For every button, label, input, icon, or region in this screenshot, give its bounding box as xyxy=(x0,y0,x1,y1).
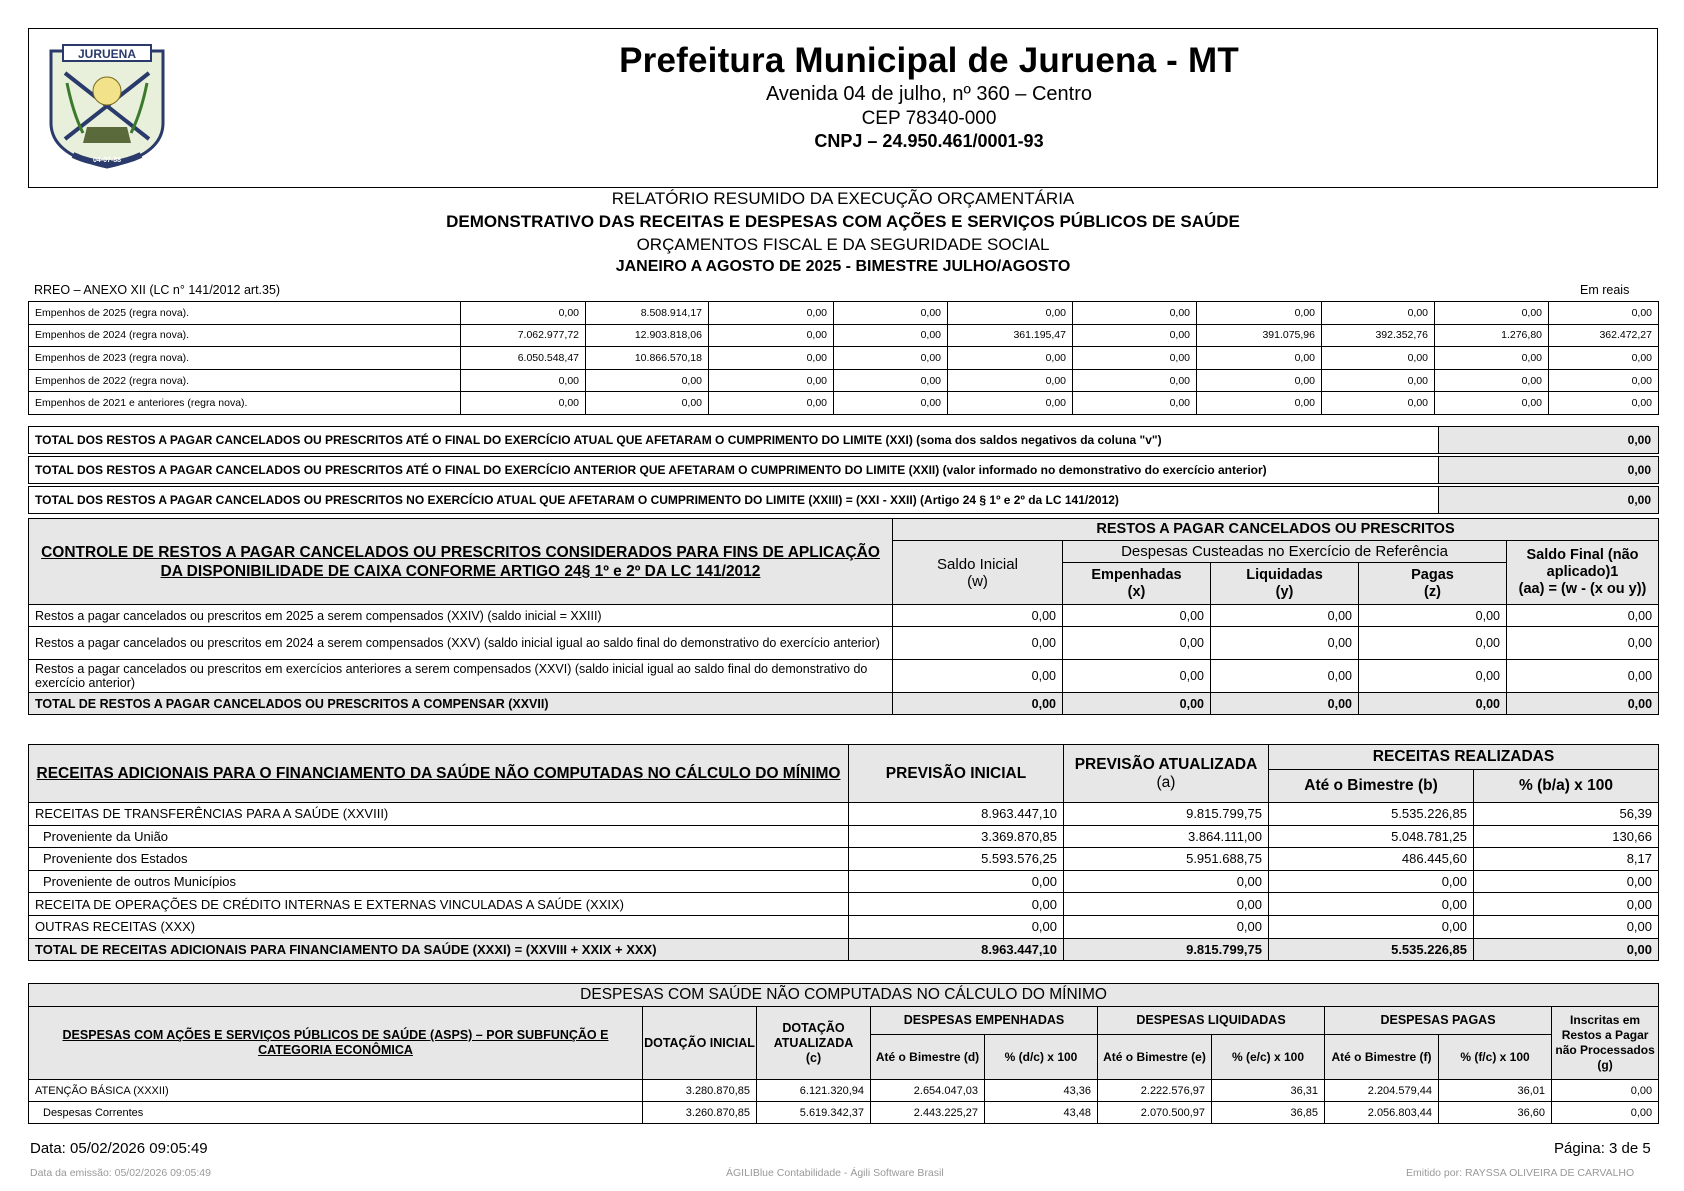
table-cell: 0,00 xyxy=(1474,893,1659,916)
despesas-empenhadas-header: DESPESAS EMPENHADAS xyxy=(871,1007,1098,1035)
total-row xyxy=(29,693,1659,715)
percent-ba-header: % (b/a) x 100 xyxy=(1474,770,1659,803)
row-label: OUTRAS RECEITAS (XXX) xyxy=(29,915,849,938)
table-row xyxy=(29,302,1659,325)
table-cell: 3.280.870,85 xyxy=(643,1080,757,1102)
table-cell: 0,00 xyxy=(1359,660,1507,693)
table-cell: 0,00 xyxy=(1064,915,1269,938)
table-cell: 8.508.914,17 xyxy=(586,302,709,325)
table-cell: 0,00 xyxy=(1552,1080,1659,1102)
table-row xyxy=(29,915,1659,938)
table-cell: 0,00 xyxy=(1549,369,1659,392)
receitas-realizadas-header: RECEITAS REALIZADAS xyxy=(1269,745,1659,770)
table-cell: 0,00 xyxy=(1552,1102,1659,1124)
table-cell: 0,00 xyxy=(849,893,1064,916)
table-cell: 0,00 xyxy=(1322,392,1435,415)
table-cell: 5.048.781,25 xyxy=(1269,825,1474,848)
row-label: TOTAL DOS RESTOS A PAGAR CANCELADOS OU PRESCRITOS ATÉ O FINAL DO EXERCÍCIO ATUAL QUE AFETARAM O CUMPRIMENTO DO LIMITE (XXI) (soma dos saldos negativos da coluna "v") xyxy=(29,427,1439,454)
svg-text:JURUENA: JURUENA xyxy=(77,47,137,61)
table-cell: 9.815.799,75 xyxy=(1064,803,1269,826)
row-label: TOTAL DOS RESTOS A PAGAR CANCELADOS OU PRESCRITOS ATÉ O FINAL DO EXERCÍCIO ANTERIOR QUE AFETARAM O CUMPRIMENTO DO LIMITE (XXII) (valor informado no demonstrativo do exercício anterior) xyxy=(29,457,1439,484)
row-label: Proveniente da União xyxy=(29,825,849,848)
row-label: Despesas Correntes xyxy=(29,1102,643,1124)
table-cell: 0,00 xyxy=(1322,347,1435,370)
table-row xyxy=(29,392,1659,415)
table-cell: 6.121.320,94 xyxy=(757,1080,871,1102)
table-row xyxy=(29,324,1659,347)
row-label: Empenhos de 2022 (regra nova). xyxy=(29,369,461,392)
table-cell: 0,00 xyxy=(948,347,1073,370)
despesas-custeadas-header: Despesas Custeadas no Exercício de Referência xyxy=(1063,541,1507,563)
municipal-coat-of-arms-logo xyxy=(43,43,171,173)
table-cell: 0,00 xyxy=(948,392,1073,415)
annex-label: RREO – ANEXO XII (LC n° 141/2012 art.35) xyxy=(34,283,281,297)
total-cell: 0,00 xyxy=(1359,693,1507,715)
table-cell: 3.369.870,85 xyxy=(849,825,1064,848)
total-cell: 8.963.447,10 xyxy=(849,938,1064,961)
row-label: Proveniente de outros Municípios xyxy=(29,870,849,893)
restos-totals-table xyxy=(28,426,1659,514)
table-cell: 56,39 xyxy=(1474,803,1659,826)
table-cell: 36,85 xyxy=(1212,1102,1325,1124)
table-cell: 0,00 xyxy=(1073,392,1197,415)
footer-issued-by: Emitido por: RAYSSA OLIVEIRA DE CARVALHO xyxy=(1406,1167,1635,1179)
table-cell: 43,36 xyxy=(985,1080,1098,1102)
table-cell: 0,00 xyxy=(1435,347,1549,370)
table-cell: 0,00 xyxy=(834,347,948,370)
total-label: TOTAL DE RESTOS A PAGAR CANCELADOS OU PRESCRITOS A COMPENSAR (XXVII) xyxy=(29,693,893,715)
table-cell: 0,00 xyxy=(948,369,1073,392)
footer-emission-date: Data da emissão: 05/02/2026 09:05:49 xyxy=(30,1167,211,1179)
table-cell: 0,00 xyxy=(1197,392,1322,415)
table-cell: 8,17 xyxy=(1474,848,1659,871)
total-cell: 0,00 xyxy=(1507,693,1659,715)
table-cell: 486.445,60 xyxy=(1269,848,1474,871)
total-cell: 0,00 xyxy=(893,693,1063,715)
row-label: Proveniente dos Estados xyxy=(29,848,849,871)
table-cell: 2.443.225,27 xyxy=(871,1102,985,1124)
table-cell: 0,00 xyxy=(1474,870,1659,893)
row-label: Restos a pagar cancelados ou prescritos em 2024 a serem compensados (XXV) (saldo inicial igual ao saldo final do demonstrativo do exercício anterior) xyxy=(29,627,893,660)
row-label: TOTAL DOS RESTOS A PAGAR CANCELADOS OU PRESCRITOS NO EXERCÍCIO ATUAL QUE AFETARAM O CUMPRIMENTO DO LIMITE (XXIII) = (XXI - XXII) (Artigo 24 § 1º e 2º da LC 141/2012) xyxy=(29,487,1439,514)
table-cell: 0,00 xyxy=(709,369,834,392)
table-cell: 8.963.447,10 xyxy=(849,803,1064,826)
saldo-final-header: Saldo Final (não aplicado)1 (aa) = (w - (x ou y)) xyxy=(1507,541,1659,605)
total-cell: 9.815.799,75 xyxy=(1064,938,1269,961)
table-cell: 0,00 xyxy=(1507,605,1659,627)
total-label: TOTAL DE RECEITAS ADICIONAIS PARA FINANCIAMENTO DA SAÚDE (XXXI) = (XXVIII + XXIX + XXX) xyxy=(29,938,849,961)
table-row xyxy=(29,457,1659,484)
table-cell: 0,00 xyxy=(1073,324,1197,347)
report-header xyxy=(28,28,1658,188)
table-cell: 392.352,76 xyxy=(1322,324,1435,347)
table-cell: 0,00 xyxy=(1073,347,1197,370)
table-row xyxy=(29,893,1659,916)
row-label: ATENÇÃO BÁSICA (XXXII) xyxy=(29,1080,643,1102)
table-cell: 0,00 xyxy=(1507,660,1659,693)
table-cell: 0,00 xyxy=(1063,627,1211,660)
table-cell: 0,00 xyxy=(1269,893,1474,916)
dotacao-atualizada-header: DOTAÇÃO ATUALIZADA (c) xyxy=(757,1007,871,1080)
table-cell: 0,00 xyxy=(893,660,1063,693)
table-row xyxy=(29,1080,1659,1102)
table-cell: 0,00 xyxy=(1064,893,1269,916)
table-cell: 0,00 xyxy=(1507,627,1659,660)
table-row xyxy=(29,627,1659,660)
table-cell: 0,00 xyxy=(1549,347,1659,370)
despesas-pagas-header: DESPESAS PAGAS xyxy=(1325,1007,1552,1035)
row-label: Restos a pagar cancelados ou prescritos em exercícios anteriores a serem compensados (XXVI) (saldo inicial igual ao saldo final do demonstrativo do exercício anterior) xyxy=(29,660,893,693)
entity-cep: CEP 78340-000 xyxy=(861,108,997,129)
table-cell: 0,00 xyxy=(1359,627,1507,660)
table-row xyxy=(29,605,1659,627)
table-cell: 6.050.548,47 xyxy=(461,347,586,370)
total-cell: 0,00 xyxy=(1063,693,1211,715)
table-cell: 0,00 xyxy=(1435,302,1549,325)
pct-f-header: % (f/c) x 100 xyxy=(1439,1035,1552,1080)
table-cell: 0,00 xyxy=(1549,392,1659,415)
table-cell: 3.864.111,00 xyxy=(1064,825,1269,848)
table-cell: 0,00 xyxy=(948,302,1073,325)
table-cell: 2.222.576,97 xyxy=(1098,1080,1212,1102)
despesas-nao-computadas-table xyxy=(28,983,1659,1124)
table-cell: 130,66 xyxy=(1474,825,1659,848)
row-label: RECEITA DE OPERAÇÕES DE CRÉDITO INTERNAS E EXTERNAS VINCULADAS A SAÚDE (XXIX) xyxy=(29,893,849,916)
currency-label: Em reais xyxy=(1580,283,1630,297)
table-cell: 0,00 xyxy=(1063,660,1211,693)
report-title-line4: JANEIRO A AGOSTO DE 2025 - BIMESTRE JULHO/AGOSTO xyxy=(615,258,1071,275)
table-cell: 0,00 xyxy=(1073,369,1197,392)
table-row xyxy=(29,347,1659,370)
report-title-line3: ORÇAMENTOS FISCAL E DA SEGURIDADE SOCIAL xyxy=(636,235,1050,254)
total-cell: 0,00 xyxy=(1211,693,1359,715)
table-cell: 0,00 xyxy=(1063,605,1211,627)
controle-title: CONTROLE DE RESTOS A PAGAR CANCELADOS OU PRESCRITOS CONSIDERADOS PARA FINS DE APLICAÇÃO DA DISPONIBILIDADE DE CAIXA CONFORME ARTIGO 24§ 1º e 2º DA LC 141/2012 xyxy=(29,519,893,605)
table-cell: 0,00 xyxy=(1439,427,1659,454)
table-cell: 36,60 xyxy=(1439,1102,1552,1124)
table-row xyxy=(29,848,1659,871)
table-cell: 0,00 xyxy=(1322,302,1435,325)
table-row xyxy=(29,825,1659,848)
table-cell: 5.619.342,37 xyxy=(757,1102,871,1124)
row-label: Empenhos de 2021 e anteriores (regra nova). xyxy=(29,392,461,415)
table-cell: 3.260.870,85 xyxy=(643,1102,757,1124)
table-cell: 0,00 xyxy=(834,302,948,325)
table-cell: 12.903.818,06 xyxy=(586,324,709,347)
table-cell: 0,00 xyxy=(586,392,709,415)
previsao-inicial-header: PREVISÃO INICIAL xyxy=(849,745,1064,803)
table-cell: 0,00 xyxy=(709,302,834,325)
table-cell: 0,00 xyxy=(1439,487,1659,514)
table-cell: 36,31 xyxy=(1212,1080,1325,1102)
restos-group-header: RESTOS A PAGAR CANCELADOS OU PRESCRITOS xyxy=(893,519,1659,541)
report-title-line1: RELATÓRIO RESUMIDO DA EXECUÇÃO ORÇAMENTÁRIA xyxy=(611,189,1075,208)
table-row xyxy=(29,487,1659,514)
table-cell: 7.062.977,72 xyxy=(461,324,586,347)
table-cell: 0,00 xyxy=(709,347,834,370)
empenhos-table xyxy=(28,301,1659,415)
total-cell: 0,00 xyxy=(1474,938,1659,961)
table-row xyxy=(29,427,1659,454)
row-label: Empenhos de 2023 (regra nova). xyxy=(29,347,461,370)
table-cell: 361.195,47 xyxy=(948,324,1073,347)
dotacao-inicial-header: DOTAÇÃO INICIAL xyxy=(643,1007,757,1080)
receitas-title: RECEITAS ADICIONAIS PARA O FINANCIAMENTO DA SAÚDE NÃO COMPUTADAS NO CÁLCULO DO MÍNIMO xyxy=(29,745,849,803)
saldo-inicial-header: Saldo Inicial (w) xyxy=(893,541,1063,605)
table-cell: 2.654.047,03 xyxy=(871,1080,985,1102)
pagas-header: Pagas (z) xyxy=(1359,563,1507,605)
row-label: Restos a pagar cancelados ou prescritos em 2025 a serem compensados (XXIV) (saldo inicial = XXIII) xyxy=(29,605,893,627)
table-cell: 2.056.803,44 xyxy=(1325,1102,1439,1124)
table-cell: 0,00 xyxy=(1549,302,1659,325)
ate-bimestre-b-header: Até o Bimestre (b) xyxy=(1269,770,1474,803)
entity-name: Prefeitura Municipal de Juruena - MT xyxy=(619,41,1239,80)
liquidadas-header: Liquidadas (y) xyxy=(1211,563,1359,605)
table-cell: 2.204.579,44 xyxy=(1325,1080,1439,1102)
table-cell: 0,00 xyxy=(1197,369,1322,392)
receitas-adicionais-table xyxy=(28,744,1659,961)
entity-address: Avenida 04 de julho, nº 360 – Centro xyxy=(765,83,1093,105)
table-cell: 0,00 xyxy=(1211,660,1359,693)
table-cell: 0,00 xyxy=(461,392,586,415)
empenhadas-header: Empenhadas (x) xyxy=(1063,563,1211,605)
table-cell: 2.070.500,97 xyxy=(1098,1102,1212,1124)
ate-bimestre-d-header: Até o Bimestre (d) xyxy=(871,1035,985,1080)
table-cell: 0,00 xyxy=(834,324,948,347)
table-cell: 36,01 xyxy=(1439,1080,1552,1102)
table-cell: 0,00 xyxy=(834,369,948,392)
table-cell: 0,00 xyxy=(1435,392,1549,415)
previsao-atualizada-header: PREVISÃO ATUALIZADA (a) xyxy=(1064,745,1269,803)
table-cell: 0,00 xyxy=(1197,347,1322,370)
table-cell: 1.276,80 xyxy=(1435,324,1549,347)
table-cell: 0,00 xyxy=(1474,915,1659,938)
despesas-liquidadas-header: DESPESAS LIQUIDADAS xyxy=(1098,1007,1325,1035)
ate-bimestre-e-header: Até o Bimestre (e) xyxy=(1098,1035,1212,1080)
controle-restos-table xyxy=(28,518,1659,715)
table-row xyxy=(29,1102,1659,1124)
row-label: Empenhos de 2025 (regra nova). xyxy=(29,302,461,325)
footer-software: ÁGILIBlue Contabilidade - Ágili Software Brasil xyxy=(726,1167,944,1179)
table-row xyxy=(29,803,1659,826)
footer-date: Data: 05/02/2026 09:05:49 xyxy=(30,1140,208,1157)
svg-text:04-07-88: 04-07-88 xyxy=(92,157,122,164)
entity-cnpj: CNPJ – 24.950.461/0001-93 xyxy=(814,131,1044,151)
table-row xyxy=(29,660,1659,693)
table-cell: 5.951.688,75 xyxy=(1064,848,1269,871)
table-cell: 5.535.226,85 xyxy=(1269,803,1474,826)
table-cell: 362.472,27 xyxy=(1549,324,1659,347)
table-cell: 0,00 xyxy=(709,324,834,347)
table-cell: 391.075,96 xyxy=(1197,324,1322,347)
total-cell: 5.535.226,85 xyxy=(1269,938,1474,961)
pct-e-header: % (e/c) x 100 xyxy=(1212,1035,1325,1080)
table-cell: 0,00 xyxy=(849,915,1064,938)
table-cell: 0,00 xyxy=(1197,302,1322,325)
table-cell: 0,00 xyxy=(1211,605,1359,627)
table-cell: 0,00 xyxy=(1073,302,1197,325)
total-row xyxy=(29,938,1659,961)
table-cell: 0,00 xyxy=(1269,870,1474,893)
table-cell: 0,00 xyxy=(1439,457,1659,484)
table-cell: 0,00 xyxy=(461,369,586,392)
footer-page-number: Página: 3 de 5 xyxy=(1554,1140,1651,1157)
table-cell: 10.866.570,18 xyxy=(586,347,709,370)
inscritas-header: Inscritas em Restos a Pagar não Processados (g) xyxy=(1552,1007,1659,1080)
table-cell: 0,00 xyxy=(1359,605,1507,627)
table-cell: 0,00 xyxy=(834,392,948,415)
despesas-title: DESPESAS COM SAÚDE NÃO COMPUTADAS NO CÁLCULO DO MÍNIMO xyxy=(29,984,1659,1007)
table-cell: 0,00 xyxy=(893,605,1063,627)
table-cell: 43,48 xyxy=(985,1102,1098,1124)
asps-col-title: DESPESAS COM AÇÕES E SERVIÇOS PÚBLICOS DE SAÚDE (ASPS) – POR SUBFUNÇÃO E CATEGORIA ECONÔMICA xyxy=(29,1007,643,1080)
table-cell: 0,00 xyxy=(586,369,709,392)
table-row xyxy=(29,369,1659,392)
table-cell: 0,00 xyxy=(461,302,586,325)
table-cell: 5.593.576,25 xyxy=(849,848,1064,871)
row-label: Empenhos de 2024 (regra nova). xyxy=(29,324,461,347)
table-row xyxy=(29,870,1659,893)
table-cell: 0,00 xyxy=(709,392,834,415)
row-label: RECEITAS DE TRANSFERÊNCIAS PARA A SAÚDE (XXVIII) xyxy=(29,803,849,826)
table-cell: 0,00 xyxy=(849,870,1064,893)
table-cell: 0,00 xyxy=(1064,870,1269,893)
table-cell: 0,00 xyxy=(1211,627,1359,660)
table-cell: 0,00 xyxy=(1435,369,1549,392)
report-title-line2: DEMONSTRATIVO DAS RECEITAS E DESPESAS COM AÇÕES E SERVIÇOS PÚBLICOS DE SAÚDE xyxy=(446,212,1240,231)
table-cell: 0,00 xyxy=(1322,369,1435,392)
pct-d-header: % (d/c) x 100 xyxy=(985,1035,1098,1080)
ate-bimestre-f-header: Até o Bimestre (f) xyxy=(1325,1035,1439,1080)
table-cell: 0,00 xyxy=(1269,915,1474,938)
table-cell: 0,00 xyxy=(893,627,1063,660)
